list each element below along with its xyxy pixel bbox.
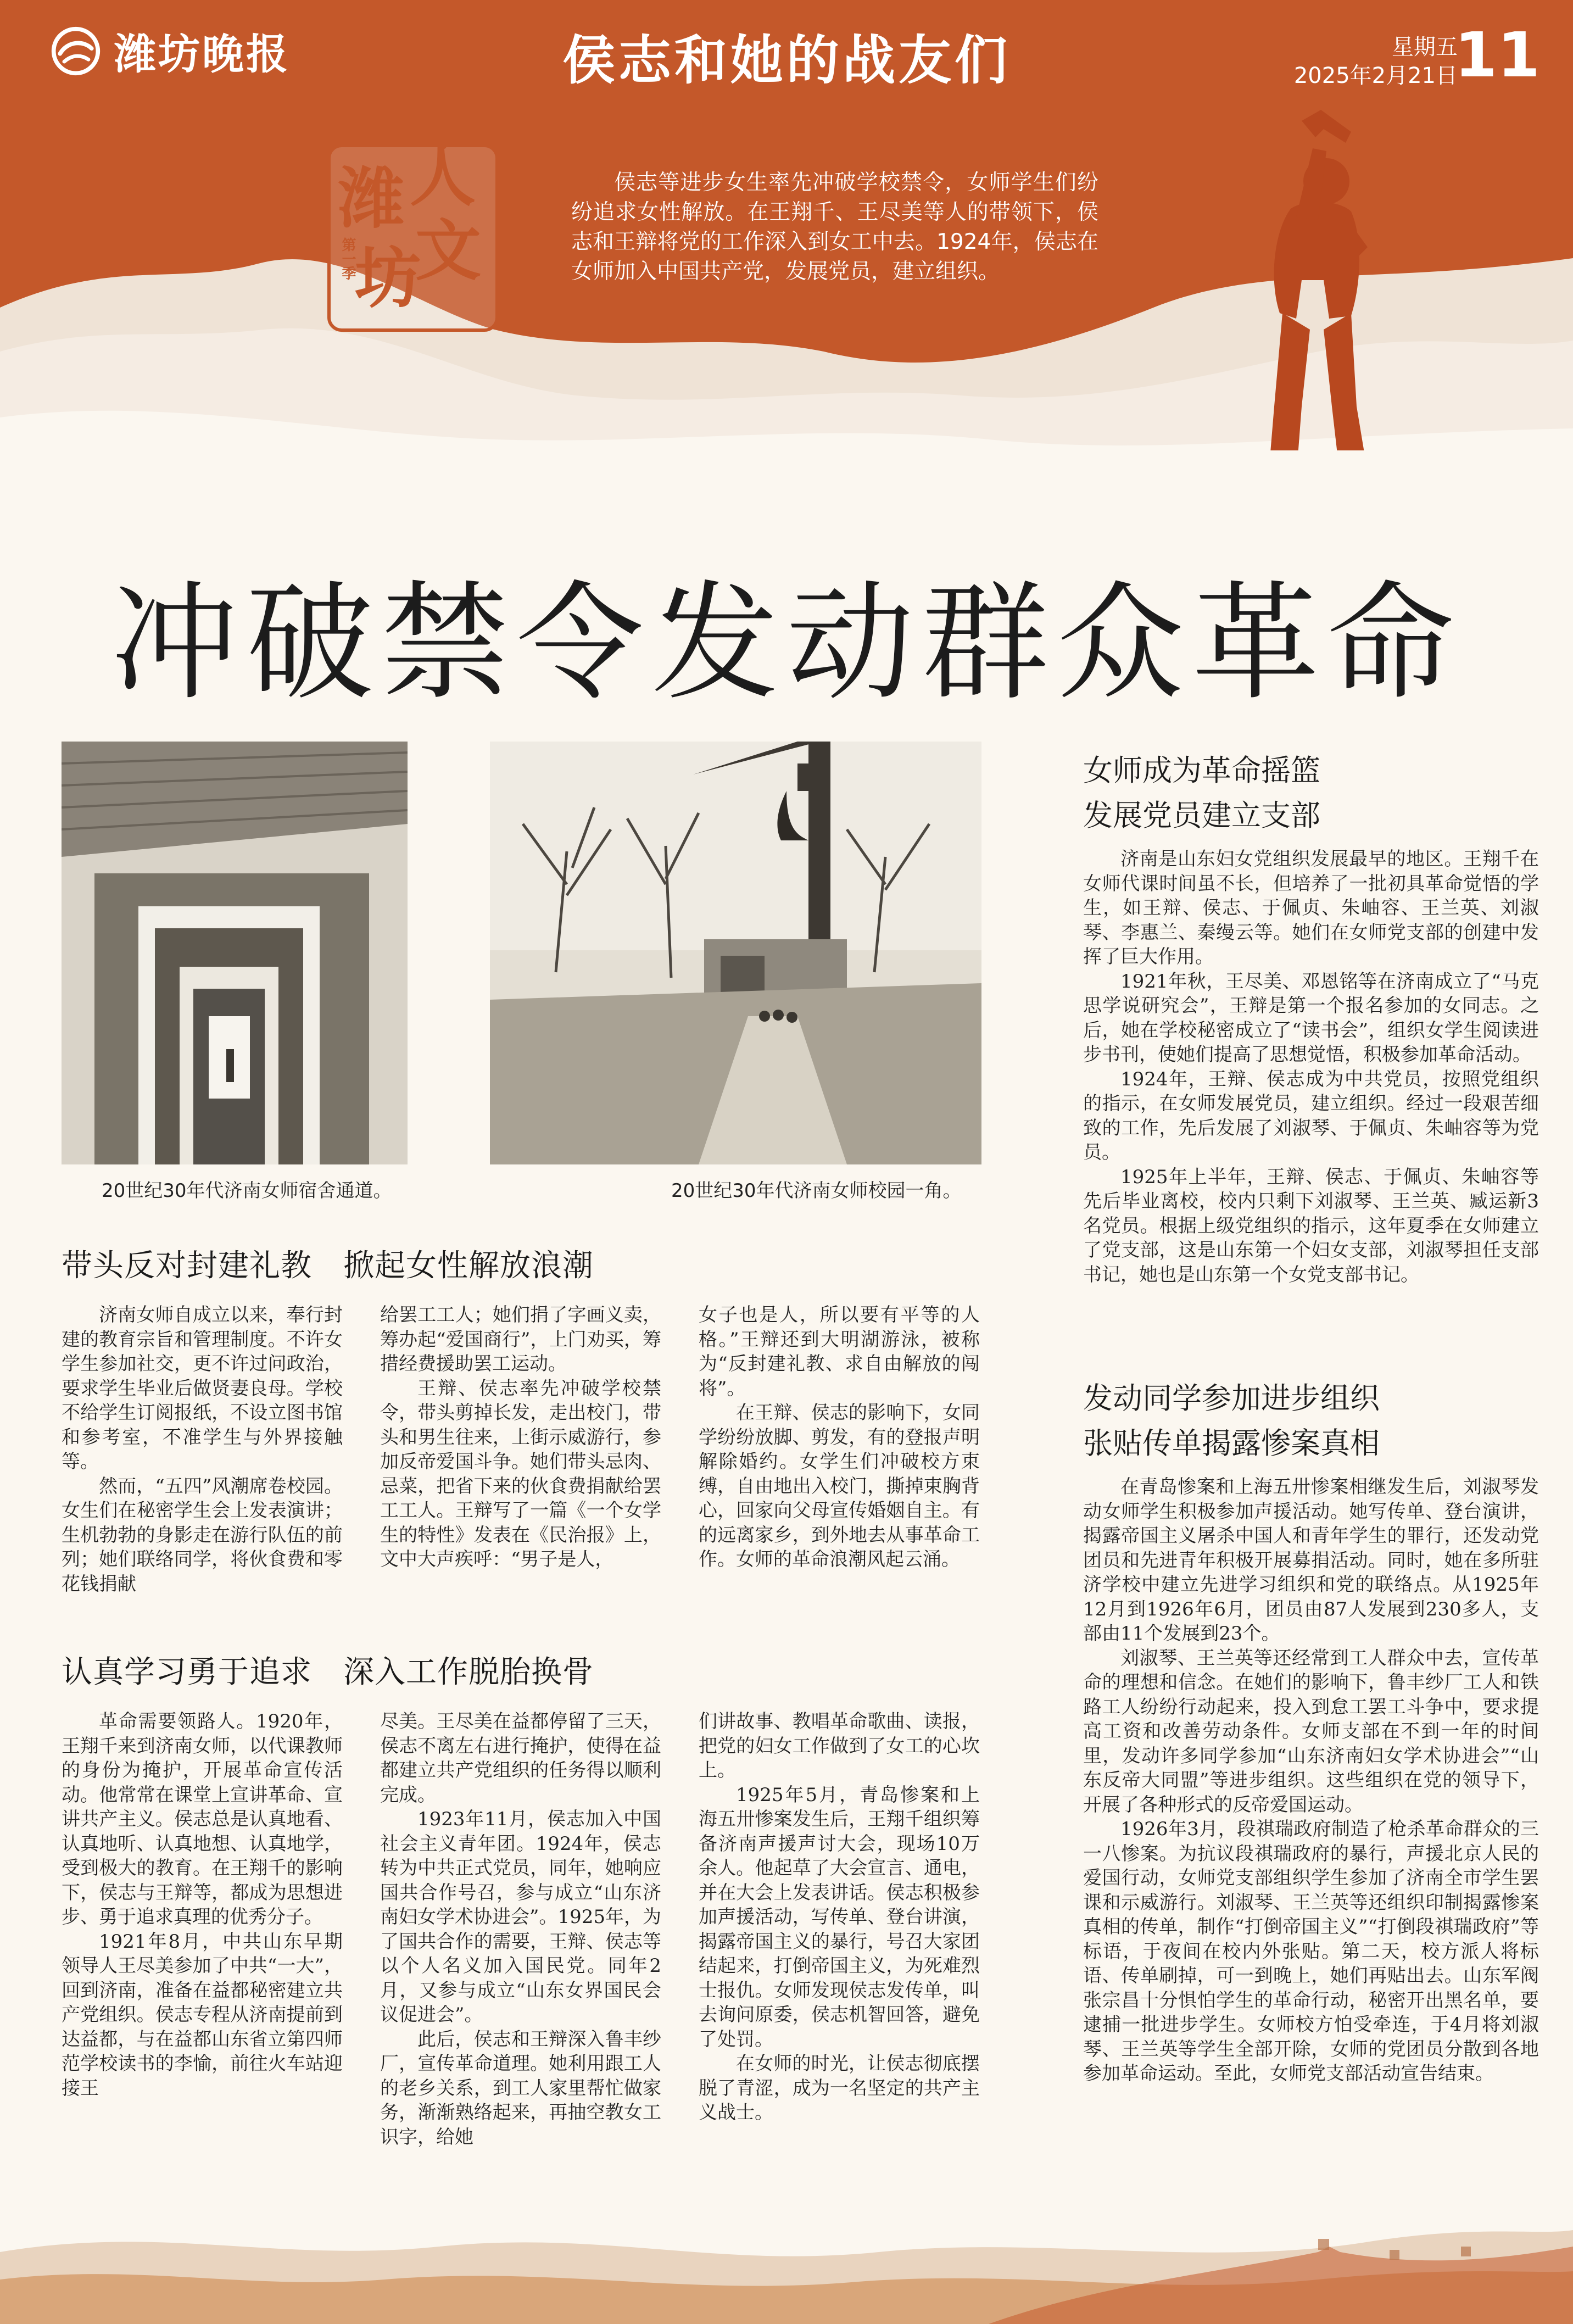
paragraph: 尽美。王尽美在益都停留了三天，侯志不离左右进行掩护，使得在益都建立共产党组织的任务得以顺利完成。 (380, 1710, 661, 1806)
paragraph: 刘淑琴、王兰英等还经常到工人群众中去，宣传革命的理想和信念。在她们的影响下，鲁丰纱厂工人和铁路工人纷纷行动起来，投入到怠工罢工斗争中，要求提高工资和改善劳动条件。女师支部在不到一年的时间里，发动许多同学参加“山东济南妇女学术协进会”“山东反帝大同盟”等进步组织。这些组织在党的领导下，开展了各种形式的反帝爱国运动。 (1083, 1647, 1539, 1816)
paragraph: 在王辩、侯志的影响下，女同学纷纷放脚、剪发，有的登报声明解除婚约。女学生们冲破校方束缚，自由地出入校门，撕掉束胸背心，回家向父母宣传婚姻自主。有的远离家乡，到外地去从事革命工作。女师的革命浪潮风起云涌。 (699, 1402, 980, 1570)
paragraph: 1921年8月，中共山东早期领导人王尽美参加了中共“一大”，回到济南，准备在益都秘密建立共产党组织。侯志专程从济南提前到达益都，与在益都山东省立第四师范学校读书的李愉，前往火车站迎接王 (62, 1930, 343, 2099)
photo-campus-corner (490, 742, 981, 1164)
paragraph: 在女师的时光，让侯志彻底摆脱了青涩，成为一名坚定的共产主义战士。 (699, 2053, 980, 2124)
paragraph: 济南是山东妇女党组织发展最早的地区。王翔千在女师代课时间虽不长，但培养了一批初具革命觉悟的学生，如王辩、侯志、于佩贞、朱岫容、王兰英、刘淑琴、李惠兰、秦缦云等。她们在女师党支部的创建中发挥了巨大作用。 (1083, 848, 1539, 968)
seal-char: 坊 (355, 239, 421, 317)
section4 (1083, 1376, 1539, 2086)
column-seal (327, 138, 492, 325)
section-title: 张贴传单揭露惨案真相 (1083, 1426, 1380, 1461)
paragraph: 1921年秋，王尽美、邓恩铭等在济南成立了“马克思学说研究会”，王辩是第一个报名参加的女同志。之后，她在学校秘密成立了“读书会”，组织女学生阅读进步书刊，使她们提高了思想觉悟，积极参加革命活动。 (1083, 970, 1539, 1066)
page-number: 11 (1454, 20, 1540, 91)
seal-char: 潍 (338, 160, 404, 237)
paragraph: 1924年，王辩、侯志成为中共党员，按照党组织的指示，在女师发展党员，建立组织。经过一段艰苦细致的工作，先后发展了刘淑琴、于佩贞、朱岫容等为党员。 (1083, 1068, 1539, 1163)
seal-char: 文 (415, 212, 481, 289)
paragraph: 们讲故事、教唱革命歌曲、读报，把党的妇女工作做到了女工的心坎上。 (699, 1710, 980, 1781)
great-wall-footer-image (0, 2142, 1573, 2324)
photo-caption: 20世纪30年代济南女师校园一角。 (671, 1180, 962, 1202)
section-title: 发展党员建立支部 (1083, 798, 1320, 833)
section-title: 认真学习勇于追求 深入工作脱胎换骨 (62, 1654, 594, 1690)
paragraph: 济南女师自成立以来，奉行封建的教育宗旨和管理制度。不许女学生参加社交，更不许过问政治，要求学生毕业后做贤妻良母。学校不给学生订阅报纸，不设立图书馆和参考室，不准学生与外界接触等。 (62, 1304, 343, 1473)
paragraph: 革命需要领路人。1920年，王翔千来到济南女师，以代课教师的身份为掩护，开展革命宣传活动。他常常在课堂上宣讲革命、宣讲共产主义。侯志总是认真地看、认真地听、认真地想、认真地学，受到极大的教育。在王翔千的影响下，侯志与王辩等，都成为思想进步、勇于追求真理的优秀分子。 (62, 1710, 343, 1928)
section2-column-3 (699, 1709, 980, 2125)
intro-text: 侯志等进步女生率先冲破学校禁令，女师学生们纷纷追求女性解放。在王翔千、王尽美等人的带领下，侯志和王辩将党的工作深入到女工中去。1924年，侯志在女师加入中国共产党，发展党员，建立组织。 (571, 170, 1098, 284)
masthead-title: 潍坊晚报 (114, 30, 290, 79)
date: 2025年2月21日 (1293, 63, 1458, 88)
issue-date (1294, 33, 1458, 90)
section-title: 带头反对封建礼教 掀起女性解放浪潮 (62, 1248, 594, 1284)
section-title: 女师成为革命摇篮 (1083, 753, 1320, 788)
photo-caption: 20世纪30年代济南女师宿舍通道。 (102, 1180, 392, 1202)
section1-column-2 (380, 1303, 661, 1572)
paragraph: 女子也是人，所以要有平等的人格。”王辩还到大明湖游泳，被称为“反封建礼教、求自由解放的闯将”。 (699, 1304, 980, 1400)
seal-char: 人 (410, 138, 476, 215)
paragraph: 1925年上半年，王辩、侯志、于佩贞、朱岫容等先后毕业离校，校内只剩下刘淑琴、王兰英、臧运新3名党员。根据上级党组织的指示，这年夏季在女师建立了党支部，这是山东第一个妇女支部，刘淑琴担任支部书记，她也是山东第一个女党支部书记。 (1083, 1166, 1539, 1286)
section2-column-1 (62, 1709, 343, 2100)
section1-column-3 (699, 1303, 980, 1572)
section3 (1083, 748, 1539, 1287)
header-banner (0, 0, 1573, 450)
section1-column-1 (62, 1303, 343, 1596)
paragraph: 王辩、侯志率先冲破学校禁令，带头剪掉长发，走出校门，带头和男生往来，上街示威游行，参加反帝爱国斗争。她们带头忌肉、忌菜，把省下来的伙食费捐献给罢工工人。王辩写了一篇《一个女学生的特性》发表在《民治报》上，文中大声疾呼：“男子是人， (380, 1377, 661, 1570)
paragraph: 此后，侯志和王辩深入鲁丰纱厂，宣传革命道理。她利用跟工人的老乡关系，到工人家里帮忙做家务，渐渐熟络起来，再抽空教女工识字，给她 (380, 2028, 661, 2148)
paragraph: 然而，“五四”风潮席卷校园。女生们在秘密学生会上发表演讲；生机勃勃的身影走在游行队伍的前列；她们联络同学，将伙食费和零花钱捐献 (62, 1475, 343, 1595)
paragraph: 在青岛惨案和上海五卅惨案相继发生后，刘淑琴发动女师学生积极参加声援活动。她写传单、登台演讲，揭露帝国主义屠杀中国人和青年学生的罪行，还发动党团员和先进青年积极开展募捐活动。同时，她在多所驻济学校中建立先进学习组织和党的联络点。从1925年12月到1926年6月，团员由87人发展到230多人，支部由11个发展到23个。 (1083, 1476, 1539, 1645)
headline: 冲破禁令发动群众革命 (110, 569, 1462, 717)
paragraph: 1923年11月，侯志加入中国社会主义青年团。1924年，侯志转为中共正式党员，同年，她响应国共合作号召，参与成立“山东济南妇女学术协进会”。1925年，为了国共合作的需要，王辩、侯志等以个人名义加入国民党。同年2月，又参与成立“山东女界国民会议促进会”。 (380, 1808, 661, 2026)
statue-silhouette-image (1186, 99, 1439, 450)
photo-dormitory-passage (62, 742, 408, 1164)
seal-tag: 第一季 (339, 237, 356, 280)
weekday: 星期五 (1392, 35, 1458, 60)
paragraph: 给罢工工人；她们捐了字画义卖，筹办起“爱国商行”，上门劝买，筹措经费援助罢工运动。 (380, 1304, 661, 1375)
section2-column-2 (380, 1709, 661, 2149)
column-title: 侯志和她的战友们 (562, 30, 1011, 91)
paragraph: 1926年3月，段祺瑞政府制造了枪杀革命群众的三一八惨案。为抗议段祺瑞政府的暴行，声援北京人民的爱国行动，女师党支部组织学生参加了济南全市学生罢课和示威游行。刘淑琴、王兰英等还组织印制揭露惨案真相的传单，制作“打倒帝国主义”“打倒段祺瑞政府”等标语，于夜间在校内外张贴。第二天，校方派人将标语、传单刷掉，可一到晚上，她们再贴出去。山东军阀张宗昌十分惧怕学生的革命行动，秘密开出黑名单，要逮捕一批进步学生。女师校方怕受牵连，于4月将刘淑琴、王兰英等学生全部开除，女师的党团员分散到各地参加革命运动。至此，女师党支部活动宣告结束。 (1083, 1818, 1539, 2085)
section-title: 发动同学参加进步组织 (1083, 1381, 1380, 1415)
paragraph: 1925年5月，青岛惨案和上海五卅惨案发生后，王翔千组织筹备济南声援声讨大会，现场10万余人。他起草了大会宣言、通电，并在大会上发表讲话。侯志积极参加声援活动，写传单、登台讲演，揭露帝国主义的暴行，号召大家团结起来，打倒帝国主义，为死难烈士报仇。女师发现侯志发传单，叫去询问原委，侯志机智回答，避免了处罚。 (699, 1784, 980, 2050)
